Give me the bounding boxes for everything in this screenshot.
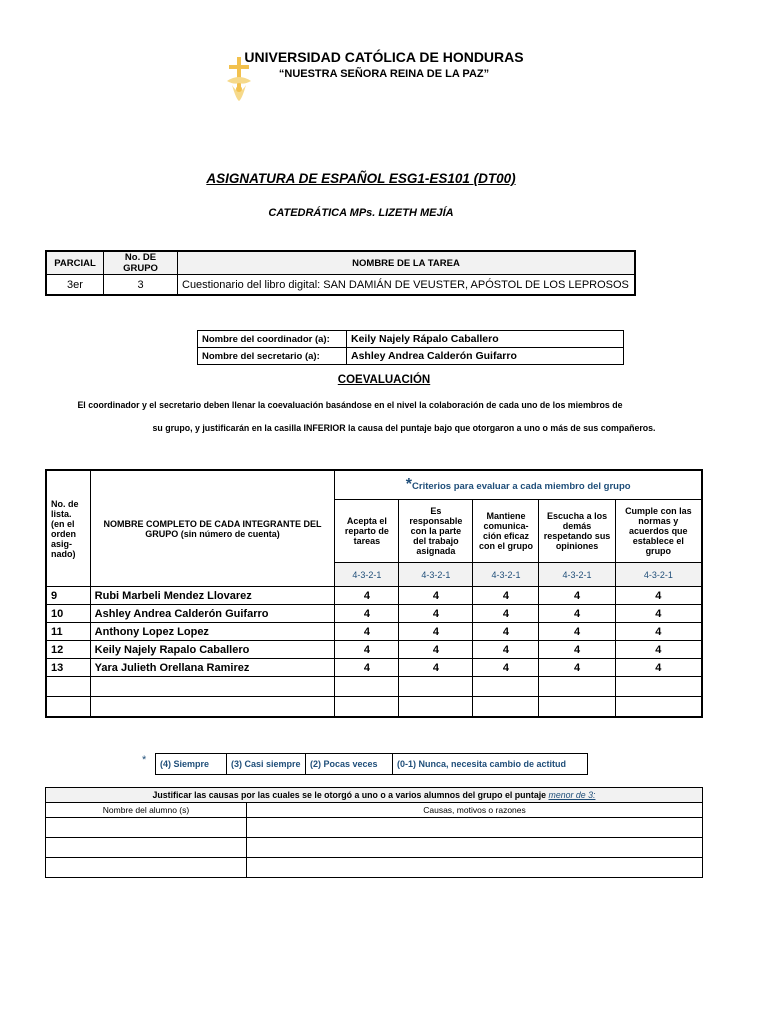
- secretary-value: Ashley Andrea Calderón Guifarro: [347, 348, 624, 365]
- justification-title-text: Justificar las causas por las cuales se le otorgó a uno o a varios alumnos del grupo el puntaje: [152, 790, 547, 800]
- group-number-value: 3: [104, 275, 178, 296]
- empty-cell: [335, 677, 399, 697]
- score-cell: 4: [539, 623, 615, 641]
- empty-row: [46, 818, 703, 838]
- empty-cell: [46, 838, 247, 858]
- header-parcial: PARCIAL: [46, 251, 104, 275]
- empty-cell: [247, 858, 703, 878]
- row-name: Keily Najely Rapalo Caballero: [90, 641, 335, 659]
- coordinator-label: Nombre del coordinador (a):: [198, 331, 347, 348]
- task-table: [45, 250, 636, 296]
- member-name-header: NOMBRE COMPLETO DE CADA INTEGRANTE DEL GRUPO (sin número de cuenta): [90, 470, 335, 587]
- score-cell: 4: [539, 641, 615, 659]
- empty-cell: [247, 838, 703, 858]
- empty-cell: [399, 697, 473, 718]
- empty-cell: [90, 697, 335, 718]
- empty-cell: [539, 677, 615, 697]
- subject-title: ASIGNATURA DE ESPAÑOL ESG1-ES101 (DT00): [206, 171, 516, 186]
- score-cell: 4: [473, 659, 539, 677]
- empty-cell: [46, 858, 247, 878]
- empty-cell: [473, 677, 539, 697]
- legend-item: (4) Siempre: [156, 754, 227, 775]
- instructions-line-2: su grupo, y justificarán en la casilla INFERIOR la causa del puntaje bajo que otorgaron a uno o más de sus compañeros.: [152, 423, 656, 433]
- score-cell: 4: [399, 641, 473, 659]
- score-cell: 4: [399, 659, 473, 677]
- criterion-1: Acepta el reparto de tareas: [335, 500, 399, 563]
- criteria-star: *: [405, 476, 413, 493]
- score-cell: 4: [615, 623, 702, 641]
- scale-1: 4-3-2-1: [335, 563, 399, 587]
- section-title: COEVALUACIÓN: [337, 374, 431, 386]
- score-cell: 4: [335, 641, 399, 659]
- empty-cell: [335, 697, 399, 718]
- university-motto: “NUESTRA SEÑORA REINA DE LA PAZ”: [278, 68, 490, 80]
- legend-table: [155, 753, 588, 775]
- empty-row: [46, 838, 703, 858]
- score-cell: 4: [399, 605, 473, 623]
- criterion-4: Escucha a los demás respetando sus opiniones: [539, 500, 615, 563]
- score-cell: 4: [539, 605, 615, 623]
- criterion-2: Es responsable con la parte del trabajo asignada: [399, 500, 473, 563]
- scale-4: 4-3-2-1: [539, 563, 615, 587]
- legend-star: *: [142, 754, 147, 766]
- coordinator-value: Keily Najely Rápalo Caballero: [347, 331, 624, 348]
- row-name: Yara Julieth Orellana Ramirez: [90, 659, 335, 677]
- score-cell: 4: [335, 659, 399, 677]
- causes-header: Causas, motivos o razones: [247, 803, 703, 818]
- score-cell: 4: [539, 587, 615, 605]
- empty-cell: [615, 697, 702, 718]
- secretary-label: Nombre del secretario (a):: [198, 348, 347, 365]
- criteria-title: Criterios para evaluar a cada miembro del grupo: [412, 481, 631, 492]
- empty-cell: [46, 818, 247, 838]
- row-number: 11: [46, 623, 90, 641]
- score-cell: 4: [473, 641, 539, 659]
- row-number: 10: [46, 605, 90, 623]
- criterion-3: Mantiene comunica-ción eficaz con el grupo: [473, 500, 539, 563]
- score-cell: 4: [615, 641, 702, 659]
- row-name: Rubi Marbeli Mendez Llovarez: [90, 587, 335, 605]
- score-cell: 4: [399, 623, 473, 641]
- score-cell: 4: [399, 587, 473, 605]
- empty-cell: [615, 677, 702, 697]
- score-cell: 4: [335, 587, 399, 605]
- justification-title: [46, 788, 703, 803]
- evaluation-table: [45, 469, 703, 718]
- instructions-line-1: El coordinador y el secretario deben llenar la coevaluación basándose en el nivel la colaboración de cada uno de los miembros de: [77, 400, 623, 410]
- task-name-value: Cuestionario del libro digital: SAN DAMIÁN DE VEUSTER, APÓSTOL DE LOS LEPROSOS: [178, 275, 636, 296]
- row-number: 9: [46, 587, 90, 605]
- empty-row: [46, 858, 703, 878]
- roles-table: [197, 330, 624, 365]
- empty-cell: [90, 677, 335, 697]
- empty-row: [46, 677, 702, 697]
- empty-cell: [46, 697, 90, 718]
- header-group-number: No. DE GRUPO: [104, 251, 178, 275]
- empty-cell: [539, 697, 615, 718]
- parcial-value: 3er: [46, 275, 104, 296]
- score-cell: 4: [473, 587, 539, 605]
- score-cell: 4: [473, 623, 539, 641]
- empty-cell: [46, 677, 90, 697]
- score-cell: 4: [615, 605, 702, 623]
- scale-5: 4-3-2-1: [615, 563, 702, 587]
- row-name: Anthony Lopez Lopez: [90, 623, 335, 641]
- score-cell: 4: [473, 605, 539, 623]
- list-number-header: No. de lista. (en el orden asig-nado): [46, 470, 90, 587]
- table-row: [46, 641, 702, 659]
- score-cell: 4: [335, 605, 399, 623]
- scale-2: 4-3-2-1: [399, 563, 473, 587]
- empty-row: [46, 697, 702, 718]
- table-row: [46, 659, 702, 677]
- score-cell: 4: [615, 659, 702, 677]
- score-cell: 4: [615, 587, 702, 605]
- table-row: [46, 623, 702, 641]
- student-name-header: Nombre del alumno (s): [46, 803, 247, 818]
- score-cell: 4: [539, 659, 615, 677]
- criteria-header: [335, 470, 702, 500]
- score-cell: 4: [335, 623, 399, 641]
- justification-threshold: menor de 3:: [548, 790, 596, 800]
- empty-cell: [247, 818, 703, 838]
- table-row: [46, 587, 702, 605]
- table-row: [46, 605, 702, 623]
- justification-table: [45, 787, 703, 878]
- criterion-5: Cumple con las normas y acuerdos que establece el grupo: [615, 500, 702, 563]
- teacher-name: CATEDRÁTICA MPs. LIZETH MEJÍA: [268, 207, 454, 219]
- header-task-name: NOMBRE DE LA TAREA: [178, 251, 636, 275]
- row-number: 12: [46, 641, 90, 659]
- legend-item: (2) Pocas veces: [306, 754, 393, 775]
- legend-item: (3) Casi siempre: [227, 754, 306, 775]
- row-number: 13: [46, 659, 90, 677]
- empty-cell: [399, 677, 473, 697]
- scale-3: 4-3-2-1: [473, 563, 539, 587]
- legend-item: (0-1) Nunca, necesita cambio de actitud: [393, 754, 588, 775]
- row-name: Ashley Andrea Calderón Guifarro: [90, 605, 335, 623]
- empty-cell: [473, 697, 539, 718]
- university-name: UNIVERSIDAD CATÓLICA DE HONDURAS: [244, 49, 524, 65]
